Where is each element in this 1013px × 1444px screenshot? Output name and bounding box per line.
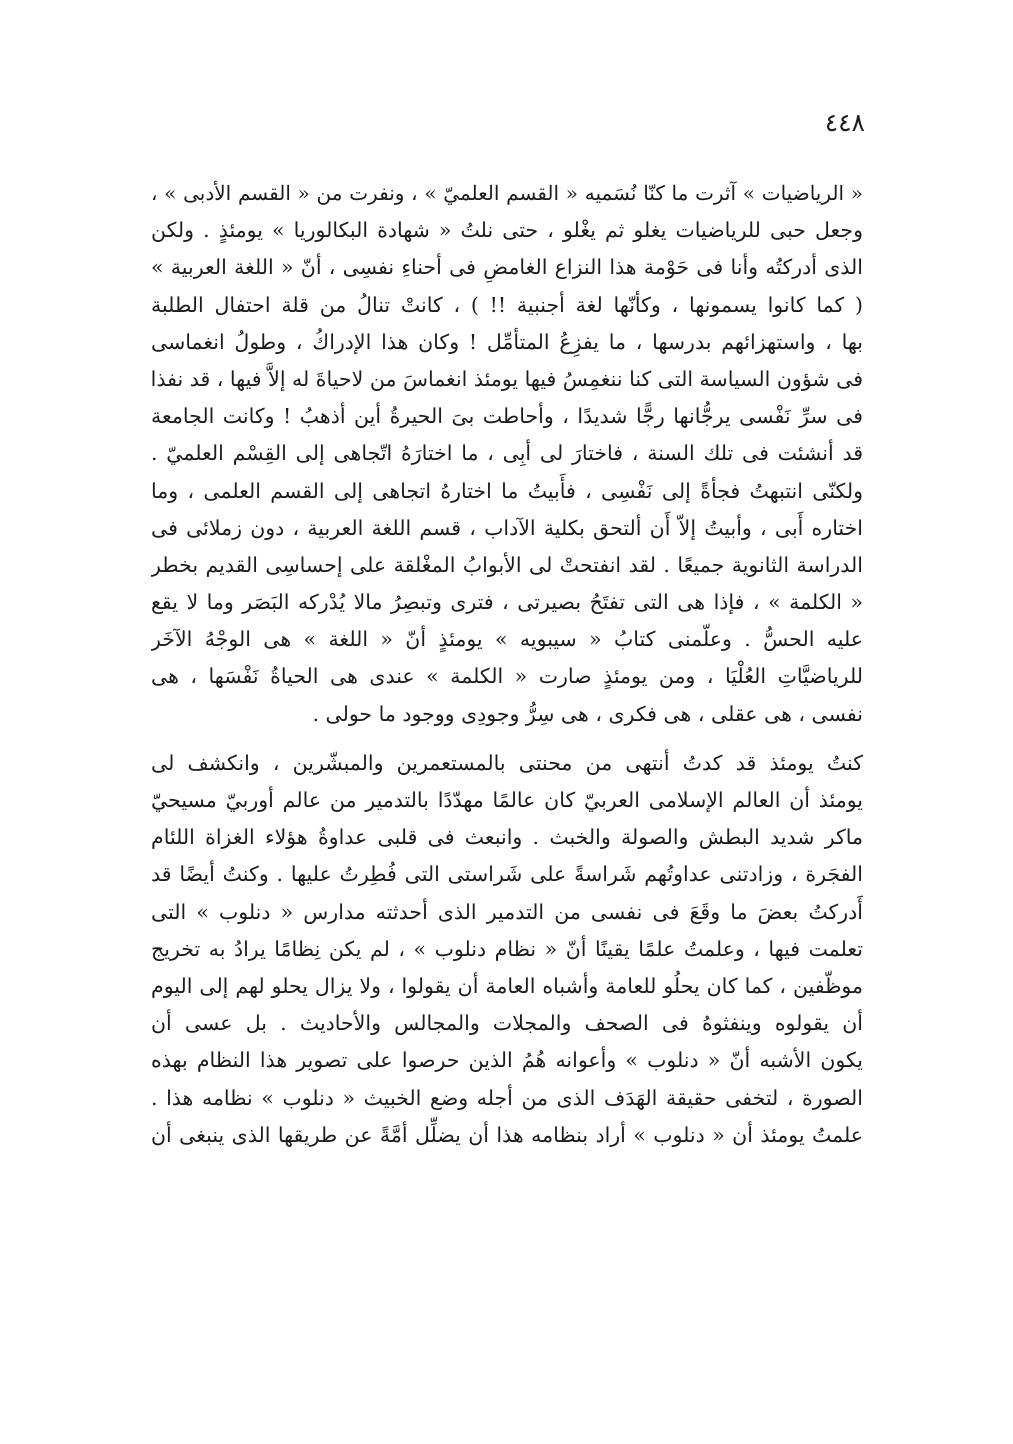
text-line: فى سرِّ نَفْسى يرجُّانها رجًّا شديدًا ، وأحاطت بىَ الحيرةُ أين أذهبُ ! وكانت الجامعة (151, 404, 863, 429)
text-line: أَدركتُ بعضَ ما وقَعَ فى نفسى من التدمير الذى أحدثته مدارس « دنلوب » التى (151, 899, 863, 924)
paragraph (151, 175, 863, 733)
paragraph (151, 745, 863, 1154)
text-line: اختاره أَبى ، وأبيتُ إلاّ أَن ألتحق بكلية الآداب ، قسم اللغة العربية ، دون زملائى فى (151, 515, 863, 540)
text-line: نفسى ، هى عقلى ، هى فكرى ، هى سِرُّ وجودِى ووجود ما حولى . (312, 701, 863, 726)
body-text (151, 175, 863, 1154)
text-line: موظّفين ، كما كان يحلُو للعامة وأشباه العامة أن يقولوا ، ولا يزال يحلو لهم إلى اليوم (151, 973, 863, 998)
text-line: عليه الحسُّ . وعلّمنى كتابُ « سيبويه » يومئذٍ أنّ « اللغة » هى الوجْهُ الآخَر (151, 627, 863, 652)
page-number: ٤٤٨ (824, 108, 865, 137)
text-line: قد أنشئت فى تلك السنة ، فاختارَ لى أبِى ، ما اختارَهُ اتّجاهى إلى القِسْم العلميّ . (151, 441, 863, 466)
text-line: أن يقولوه وينفثوهُ فى الصحف والمجلات والمجالس والأحاديث . بل عسى أن (151, 1011, 863, 1036)
text-line: علمتُ يومئذ أن « دنلوب » أراد بنظامه هذا أن يضلِّل أمَّةً عن طريقها الذى ينبغى أن (151, 1122, 863, 1147)
text-line: يكون الأشبه أنّ « دنلوب » وأعوانه هُمُ الذين حرصوا على تصوير هذا النظام بهذه (151, 1048, 863, 1073)
text-line: للرياضيَّاتِ العُلْيَا ، ومن يومئذٍ صارت « الكلمة » عندى هى الحياةُ نَفْسَها ، هى (151, 664, 863, 689)
text-line: ماكر شديد البطش والصولة والخبث . وانبعث فى قلبى عداوةُ هؤلاء الغزاة اللئام (151, 825, 863, 850)
paragraph-gap (151, 733, 863, 745)
text-line: وجعل حبى للرياضيات يغلو ثم يغْلو ، حتى نلتُ « شهادة البكالوريا » يومئذٍ . ولكن (151, 218, 863, 243)
text-line: الذى أدركتُه وأنا فى حَوْمة هذا النزاع الغامضِ فى أحناءِ نفسِى ، أنّ « اللغة العربية » (151, 255, 863, 280)
text-line: فى شؤون السياسة التى كنا ننغمِسُ فيها يومئذ انغماسَ من لاحياةَ له إلاَّ فيها ، قد نفذا (151, 366, 863, 391)
text-line: بها ، واستهزائهم بدرسها ، ما يفزِعُ المتأمِّل ! وكان هذا الإدراكُ ، وطولُ انغماسى (151, 329, 863, 354)
text-line: « الكلمة » ، فإذا هى التى تفتَحُ بصيرتى ، فترى وتبصِرُ مالا يُدْركه البَصَر وما لا يقع (151, 590, 863, 615)
text-line: الدراسة الثانوية جميعًا . لقد انفتحتْ لى الأبوابُ المغْلقة على إحساسِى القديم بخطر (151, 552, 863, 577)
text-line: تعلمت فيها ، وعلمتُ علمًا يقينًا أنّ « نظام دنلوب » ، لم يكن نِظامًا يرادُ به تخريج (151, 936, 863, 961)
text-line: ( كما كانوا يسمونها ، وكأنّها لغة أجنبية !! ) ، كانتْ تنالُ من قلة احتفال الطلبة (151, 292, 863, 317)
text-line: الصورة ، لتخفى حقيقة الهَدَف الذى من أجله وضع الخبيث « دنلوب » نظامه هذا . (151, 1085, 863, 1110)
text-line: الفجَرة ، وزادتنى عداوتُهم شَراسةً على شَراستى التى فُطِرتُ عليها . وكنتُ أيضًا قد (151, 862, 863, 887)
text-line: « الرياضيات » آثرت ما كنّا نُسَميه « القسم العلميّ » ، ونفرت من « القسم الأدبى » ، (151, 181, 863, 205)
text-line: ولكنّى انتبهتُ فجأةً إلى نَفْسِى ، فأَبيتُ ما اختارهُ اتجاهى إلى القسم العلمى ، وما (151, 478, 863, 503)
text-line: كنتُ يومئذ قد كدتُ أنتهى من محنتى بالمستعمرين والمبشّرين ، وانكشف لى (151, 750, 863, 775)
text-line: يومئذ أن العالم الإسلامى العربيّ كان عالمًا مهدّدًا بالتدمير من عالم أوربيّ مسيحيّ (151, 788, 863, 812)
